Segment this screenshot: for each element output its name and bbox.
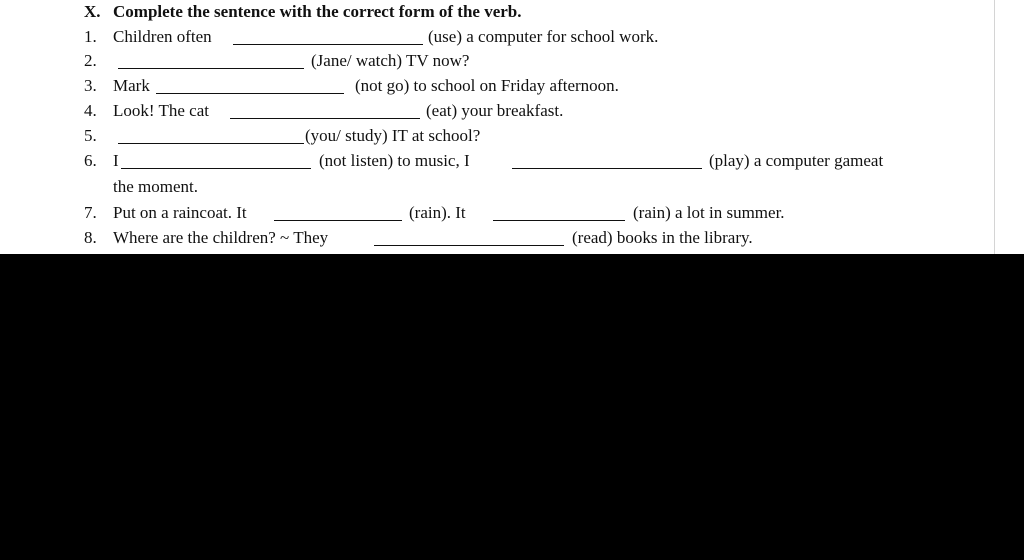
question-text: Children often <box>113 27 212 46</box>
answer-blank[interactable] <box>121 168 311 169</box>
worksheet-page <box>0 0 1024 254</box>
question-number: 1. <box>84 27 97 46</box>
question-number: 3. <box>84 76 97 95</box>
question-text: the moment. <box>113 177 198 196</box>
question-number: 8. <box>84 228 97 247</box>
question-text: (not listen) to music, I <box>319 151 470 170</box>
blank-screen-area <box>0 254 1024 560</box>
question-text: (play) a computer gameat <box>709 151 884 170</box>
question-text: (Jane/ watch) TV now? <box>311 51 470 70</box>
exercise-number: X. <box>84 2 101 21</box>
answer-blank[interactable] <box>118 143 304 144</box>
question-text: (read) books in the library. <box>572 228 753 247</box>
answer-blank[interactable] <box>493 220 625 221</box>
answer-blank[interactable] <box>374 245 564 246</box>
question-text: (rain) a lot in summer. <box>633 203 785 222</box>
question-text: (use) a computer for school work. <box>428 27 659 46</box>
answer-blank[interactable] <box>274 220 402 221</box>
question-text: (eat) your breakfast. <box>426 101 564 120</box>
question-text: (not go) to school on Friday afternoon. <box>355 76 619 95</box>
question-number: 6. <box>84 151 97 170</box>
question-text: Put on a raincoat. It <box>113 203 247 222</box>
answer-blank[interactable] <box>233 44 423 45</box>
question-number: 2. <box>84 51 97 70</box>
answer-blank[interactable] <box>156 93 344 94</box>
answer-blank[interactable] <box>230 118 420 119</box>
question-number: 4. <box>84 101 97 120</box>
question-text: (rain). It <box>409 203 466 222</box>
question-number: 7. <box>84 203 97 222</box>
question-text: I <box>113 151 119 170</box>
answer-blank[interactable] <box>118 68 304 69</box>
question-number: 5. <box>84 126 97 145</box>
exercise-instruction: Complete the sentence with the correct form of the verb. <box>113 2 522 21</box>
question-text: Mark <box>113 76 150 95</box>
answer-blank[interactable] <box>512 168 702 169</box>
question-text: (you/ study) IT at school? <box>305 126 481 145</box>
question-text: Look! The cat <box>113 101 209 120</box>
question-text: Where are the children? ~ They <box>113 228 329 247</box>
page-edge <box>994 0 995 254</box>
